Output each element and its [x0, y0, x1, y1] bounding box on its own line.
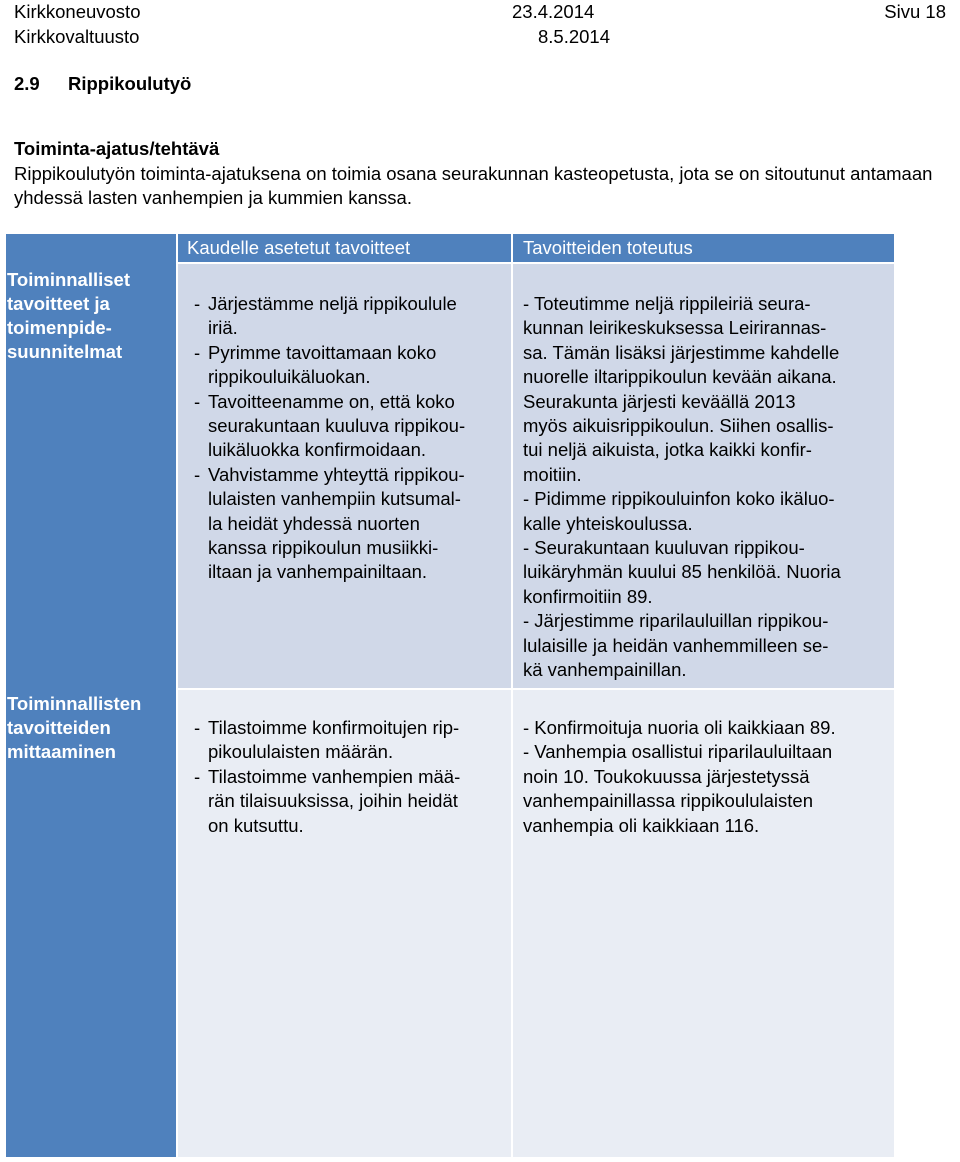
goals-list-plans — [194, 292, 503, 585]
results-line: vanhempainillassa rippikoululaisten — [523, 790, 814, 812]
results-line: konfirmoitiin 89. — [523, 585, 653, 607]
row-label-line: mittaaminen — [7, 741, 116, 762]
results-line: sa. Tämän lisäksi järjestimme kahdelle — [523, 341, 840, 363]
list-item: - Pyrimme tavoittamaan koko rippikouluikäluokan. — [198, 341, 503, 390]
row-label-line: tavoitteiden — [7, 717, 111, 738]
results-line: myös aikuisrippikoulun. Siihen osallis- — [523, 415, 834, 437]
list-item-line: Tilastoimme konfirmoitujen rip- — [208, 717, 460, 738]
results-line: Seurakunta järjesti keväällä 2013 — [523, 390, 796, 412]
list-item-line: Järjestämme neljä rippikoulule — [208, 293, 457, 314]
row-label-line: suunnitelmat — [7, 341, 123, 362]
header-org-2: Kirkkovaltuusto — [14, 26, 140, 47]
list-item-line: luikäluokka konfirmoidaan. — [208, 439, 427, 461]
section-title-text: Rippikoulutyö — [68, 73, 192, 94]
list-item: - Vahvistamme yhteyttä rippikou- lulaisten vanhempiin kutsumal- la heidät yhdessä nuorten kanssa rippikoulun musiikki- iltaan ja vanhempainiltaan. — [198, 463, 503, 585]
results-line: luikäryhmän kuului 85 henkilöä. Nuoria — [523, 561, 841, 583]
results-line: tui neljä aikuista, jotka kaikki konfir- — [523, 439, 812, 461]
section-title — [14, 73, 191, 95]
list-item-line: rippikouluikäluokan. — [208, 366, 371, 388]
mission-heading: Toiminta-ajatus/tehtävä — [14, 138, 220, 159]
list-item-line: iltaan ja vanhempainiltaan. — [208, 561, 428, 583]
header-date-2: 8.5.2014 — [538, 26, 611, 47]
header-org-1: Kirkkoneuvosto — [14, 1, 141, 22]
column-header-results: Tavoitteiden toteutus — [513, 234, 894, 262]
list-item-line: Pyrimme tavoittamaan koko — [208, 341, 437, 363]
document-header-row-2 — [14, 25, 946, 49]
column-header-goals: Kaudelle asetetut tavoitteet — [178, 234, 511, 262]
results-line: kä vanhempainillan. — [523, 659, 687, 681]
results-line: vanhempia oli kaikkiaan 116. — [523, 814, 760, 836]
results-text-measurement — [523, 716, 891, 838]
row-label-plans — [7, 268, 130, 364]
results-text-plans — [523, 292, 891, 683]
list-item-line: seurakuntaan kuuluva rippikou- — [208, 415, 466, 437]
list-item-line: on kutsuttu. — [208, 814, 304, 836]
list-item: - Tilastoimme vanhempien mää- rän tilaisuuksissa, joihin heidät on kutsuttu. — [198, 765, 503, 838]
document-header-row-1 — [14, 0, 946, 24]
results-line: kalle yhteiskoulussa. — [523, 512, 693, 534]
results-line: moitiin. — [523, 463, 582, 485]
list-item-line: la heidät yhdessä nuorten — [208, 512, 420, 534]
list-item-line: pikoululaisten määrän. — [208, 741, 394, 763]
list-item-line: lulaisten vanhempiin kutsumal- — [208, 488, 461, 510]
row-label-line: tavoitteet ja — [7, 293, 110, 314]
list-item-line: iriä. — [208, 317, 238, 339]
row-label-line: Toiminnalliset — [7, 269, 131, 290]
results-line: - Pidimme rippikouluinfon koko ikäluo- — [523, 488, 835, 510]
mission-text: Rippikoulutyön toiminta-ajatuksena on toimia osana seurakunnan kasteopetusta, jota se on sitoutunut antamaan yhdessä lasten vanhempien ja kummien kanssa. — [14, 163, 933, 208]
list-item: - Tavoitteenamme on, että koko seurakuntaan kuuluva rippikou- luikäluokka konfirmoidaan. — [198, 390, 503, 463]
results-line: - Seurakuntaan kuuluvan rippikou- — [523, 537, 805, 559]
list-item-line: kanssa rippikoulun musiikki- — [208, 537, 439, 559]
results-line: lulaisille ja heidän vanhemmilleen se- — [523, 634, 829, 656]
results-line: - Vanhempia osallistui riparilauluiltaan — [523, 741, 833, 763]
row-label-line: toimenpide- — [7, 317, 112, 338]
results-line: - Toteutimme neljä rippileiriä seura- — [523, 293, 811, 314]
results-line: noin 10. Toukokuussa järjestetyssä — [523, 765, 810, 787]
list-item: - Tilastoimme konfirmoitujen rip- pikoululaisten määrän. — [198, 716, 503, 765]
list-item: - Järjestämme neljä rippikoulule iriä. — [198, 292, 503, 341]
results-line: nuorelle iltarippikoulun kevään aikana. — [523, 366, 837, 388]
results-line: kunnan leirikeskuksessa Leirirannas- — [523, 317, 827, 339]
header-date-1: 23.4.2014 — [512, 1, 595, 22]
section-number: 2.9 — [14, 73, 40, 94]
list-item-line: rän tilaisuuksissa, joihin heidät — [208, 790, 458, 812]
list-item-line: Tavoitteenamme on, että koko — [208, 390, 455, 412]
list-item-line: Tilastoimme vanhempien mää- — [208, 765, 461, 787]
goals-list-measurement — [194, 716, 503, 838]
results-line: - Järjestimme riparilauluillan rippikou- — [523, 610, 829, 632]
page-number: Sivu 18 — [884, 1, 946, 22]
row-label-line: Toiminnallisten — [7, 693, 142, 714]
row-label-measurement — [7, 692, 141, 764]
results-line: - Konfirmoituja nuoria oli kaikkiaan 89. — [523, 717, 836, 738]
list-item-line: Vahvistamme yhteyttä rippikou- — [208, 463, 465, 485]
